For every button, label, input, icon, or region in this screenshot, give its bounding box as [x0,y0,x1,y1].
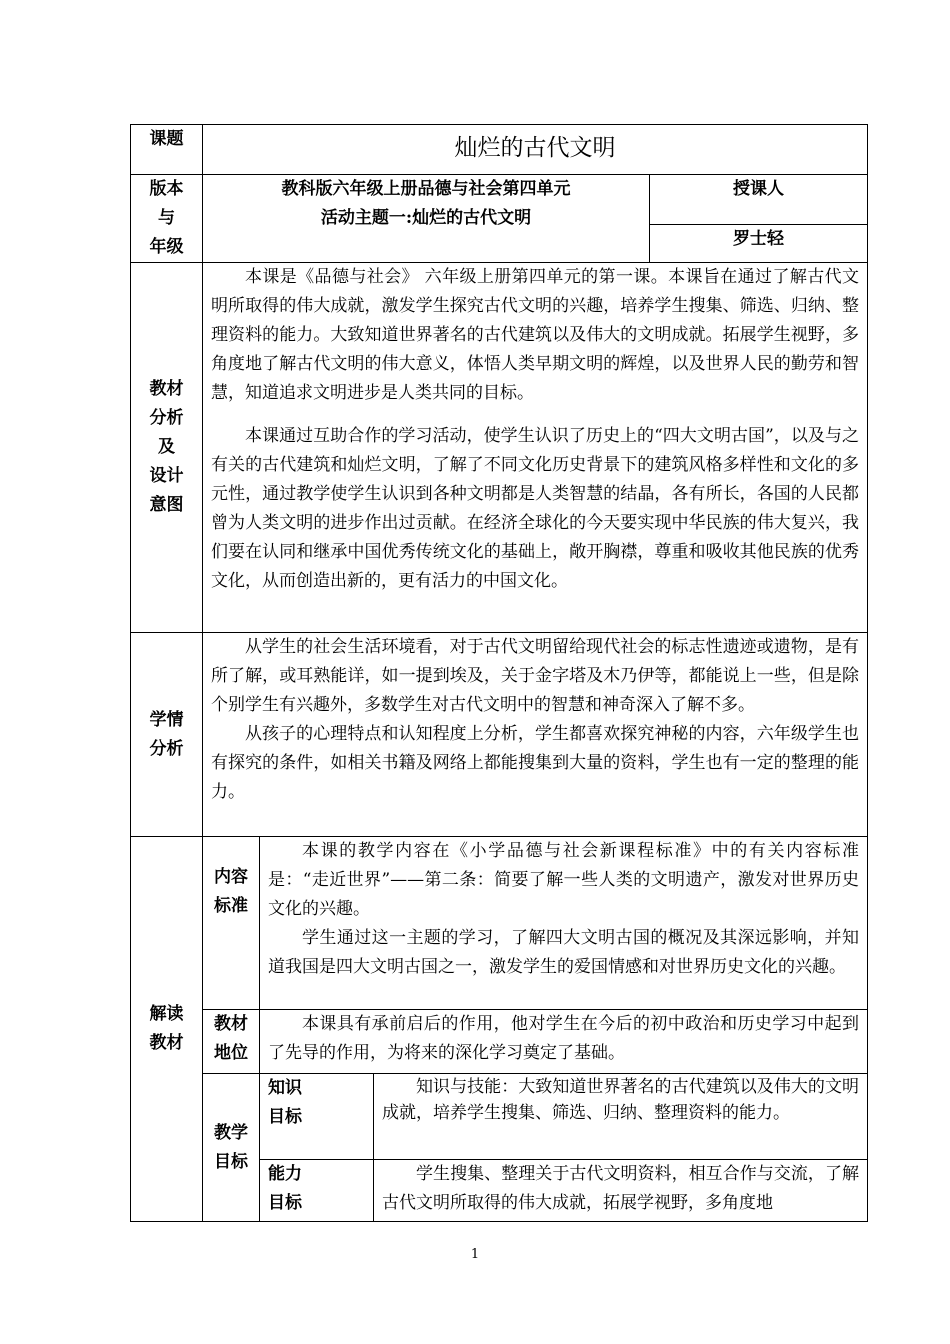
knowledge-label: 知识 目标 [260,1074,374,1160]
interpret-label: 解读 教材 [131,837,203,1222]
analysis-paragraph: 本课通过互助合作的学习活动，使学生认识了历史上的“四大文明古国”，以及与之有关的古代建筑和灿烂文明，了解了不同文化历史背景下的建筑风格多样性和文化的多元性，通过教学使学生认识到各种文明都是人类智慧的结晶，各有所长，各国的人民都曾为人类文明的进步作出过贡献。在经济全球化的今天要实现中华民族的伟大复兴，我们要在认同和继承中国优秀传统文化的基础上，敞开胸襟，尊重和吸收其他民族的优秀文化，从而创造出新的，更有活力的中国文化。 [211,426,859,591]
standard-paragraph: 本课的教学内容在《小学品德与社会新课程标准》中的有关内容标准是：“走近世界”——第二条：简要了解一些人类的文明遗产，激发对世界历史文化的兴趣。 [268,841,859,919]
lesson-title: 灿烂的古代文明 [203,125,868,175]
teacher-label: 授课人 [650,175,868,225]
goals-label: 教学 目标 [203,1074,260,1222]
version-value: 教科版六年级上册品德与社会第四单元 活动主题一:灿烂的古代文明 [203,175,650,263]
position-text: 本课具有承前启后的作用，他对学生在今后的初中政治和历史学习中起到了先导的作用，为将来的深化学习奠定了基础。 [268,1014,859,1063]
standard-label: 内容 标准 [203,837,260,1010]
standard-content [260,837,868,1010]
page-number: 1 [470,1247,480,1262]
analysis-content [203,263,868,633]
learner-content [203,633,868,837]
teacher-name: 罗士轻 [650,224,868,262]
ability-label: 能力 目标 [260,1160,374,1222]
topic-label: 课题 [131,125,203,175]
analysis-label: 教材 分析 及 设计 意图 [131,263,203,633]
knowledge-text: 知识与技能：大致知道世界著名的古代建筑以及伟大的文明成就，培养学生搜集、筛选、归纳、整理资料的能力。 [382,1077,859,1123]
position-content [260,1010,868,1074]
analysis-paragraph: 本课是《品德与社会》 六年级上册第四单元的第一课。本课旨在通过了解古代文明所取得的伟大成就，激发学生探究古代文明的兴趣，培养学生搜集、筛选、归纳、整理资料的能力。大致知道世界著名的古代建筑以及伟大的文明成就。拓展学生视野，多角度地了解古代文明的伟大意义，体悟人类早期文明的辉煌，以及世界人民的勤劳和智慧，知道追求文明进步是人类共同的目标。 [211,267,859,403]
learner-paragraph: 从学生的社会生活环境看，对于古代文明留给现代社会的标志性遗迹或遗物，是有所了解，或耳熟能详，如一提到埃及，关于金字塔及木乃伊等，都能说上一些，但是除个别学生有兴趣外，多数学生对古代文明中的智慧和神奇深入了解不多。 [211,637,859,715]
ability-text: 学生搜集、整理关于古代文明资料，相互合作与交流，了解古代文明所取得的伟大成就，拓展学视野，多角度地 [382,1164,859,1213]
version-label: 版本 与 年级 [131,175,203,263]
lesson-plan-table [130,124,868,1222]
learner-paragraph: 从孩子的心理特点和认知程度上分析，学生都喜欢探究神秘的内容，六年级学生也有探究的条件，如相关书籍及网络上都能搜集到大量的资料，学生也有一定的整理的能力。 [211,724,859,802]
knowledge-content [374,1074,868,1160]
standard-paragraph: 学生通过这一主题的学习，了解四大文明古国的概况及其深远影响，并知道我国是四大文明古国之一，激发学生的爱国情感和对世界历史文化的兴趣。 [268,928,859,977]
position-label: 教材 地位 [203,1010,260,1074]
ability-content [374,1160,868,1222]
learner-label: 学情 分析 [131,633,203,837]
